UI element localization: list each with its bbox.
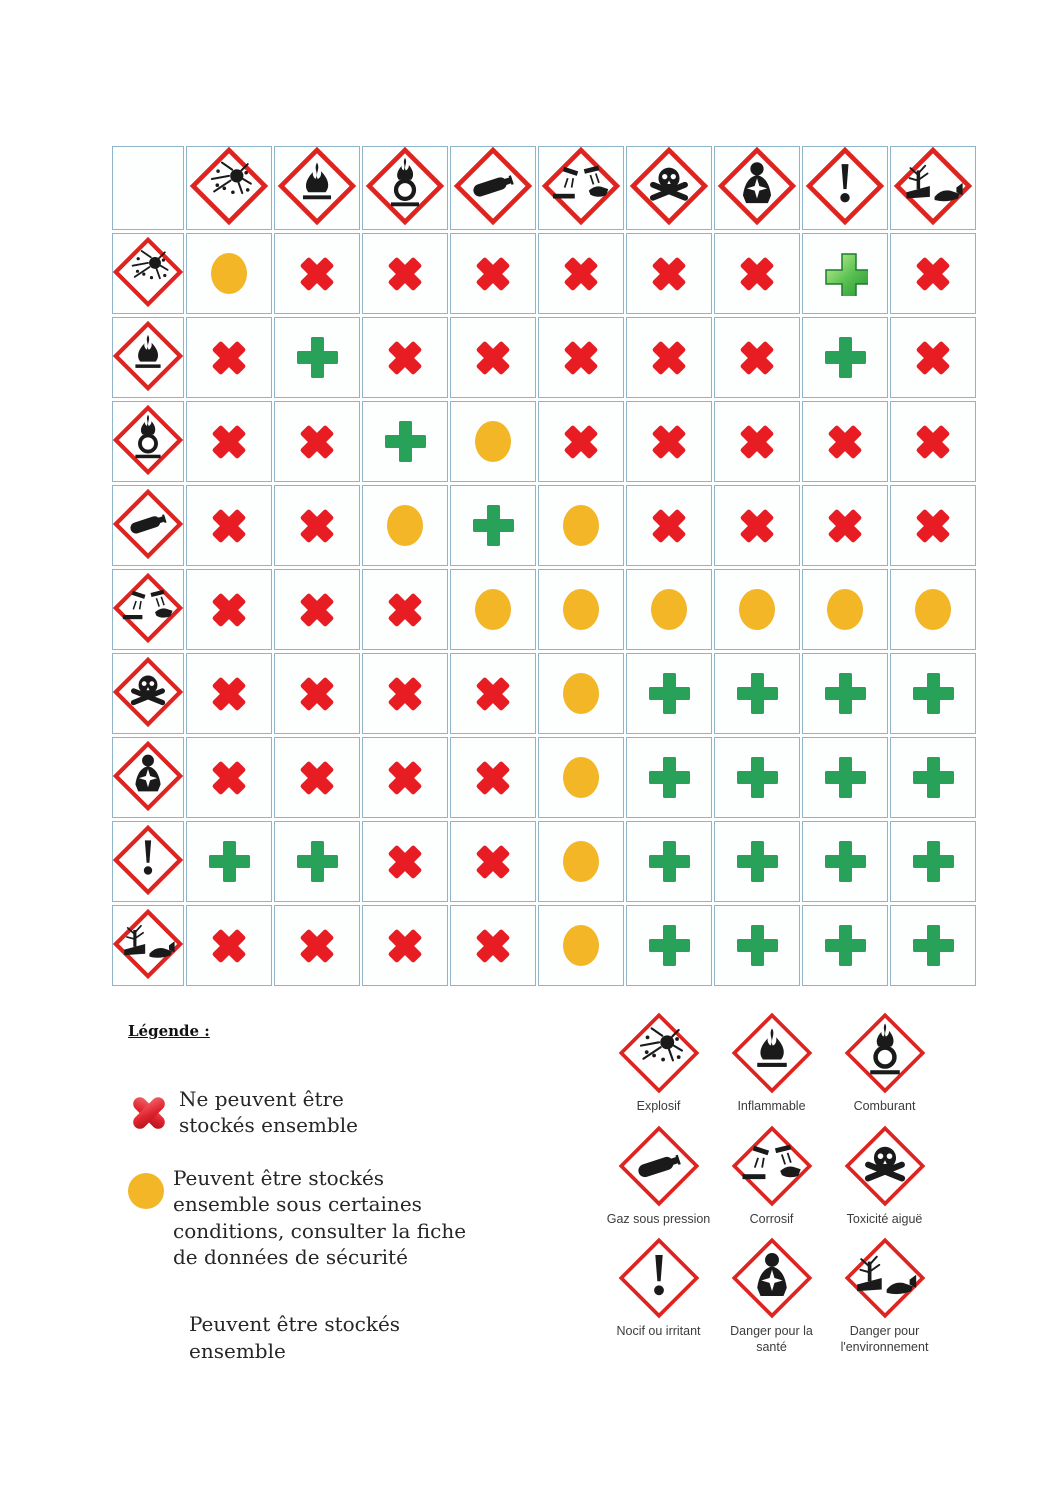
col-header-environnement [890,146,976,230]
incompatible-x-icon [298,423,336,461]
conditional-circle-icon [562,840,600,883]
cell-environnement-inflammable [274,905,360,986]
col-header-explosif [186,146,272,230]
cell-comburant-corrosif [538,401,624,482]
pictogram-label: Explosif [636,1099,681,1113]
cell-corrosif-nocif [802,569,888,650]
col-header-nocif [802,146,888,230]
conditional-circle-icon [826,588,864,631]
matrix-row-gaz [112,485,976,566]
incompatible-x-icon [298,507,336,545]
legend-item-incompatible [128,1086,488,1139]
cell-comburant-nocif [802,401,888,482]
cell-corrosif-environnement [890,569,976,650]
compatibility-matrix [110,143,978,989]
sante-pictogram-icon [718,147,796,225]
pictogram-label: Toxicité aiguë [846,1211,923,1226]
comburant-pictogram-icon [844,1012,926,1094]
incompatible-x-icon [474,759,512,797]
compatible-plus-icon [911,923,956,968]
compatible-plus-icon [911,755,956,800]
cell-gaz-environnement [890,485,976,566]
legend-item-text: Peuvent être stockés ensemble [189,1312,401,1363]
toxique-pictogram-icon [113,657,183,727]
pictogram-legend-item-gaz [602,1125,715,1228]
corrosif-pictogram-icon [731,1125,813,1207]
cell-inflammable-environnement [890,317,976,398]
pictogram-legend-item-toxique [828,1125,941,1228]
pictogram-label: Danger pour la santé [730,1324,813,1354]
comburant-pictogram-icon [113,405,183,475]
gaz-pictogram-icon [113,489,183,559]
compatible-plus-icon [823,923,868,968]
cell-environnement-sante [714,905,800,986]
legend-item-compatible [128,1298,488,1364]
cell-nocif-corrosif [538,821,624,902]
explosif-pictogram-icon [113,237,183,307]
incompatible-x-icon [210,423,248,461]
incompatible-x-icon [298,255,336,293]
environnement-pictogram-icon [894,147,972,225]
conditional-circle-icon [914,588,952,631]
cell-comburant-sante [714,401,800,482]
cell-inflammable-comburant [362,317,448,398]
nocif-pictogram-icon [618,1237,700,1319]
compatible-plus-icon [823,671,868,716]
incompatible-x-icon [298,591,336,629]
cell-comburant-environnement [890,401,976,482]
cell-toxique-explosif [186,653,272,734]
conditional-circle-icon [562,504,600,547]
conditional-circle-icon [562,588,600,631]
compatible-plus-icon [207,839,252,884]
incompatible-x-icon [386,843,424,881]
matrix-row-toxique [112,653,976,734]
incompatible-x-icon [210,675,248,713]
pictogram-legend-item-nocif [602,1237,715,1355]
legend-item-text: Ne peuvent être stockés ensemble [179,1087,358,1138]
cell-nocif-sante [714,821,800,902]
cell-corrosif-explosif [186,569,272,650]
row-header-comburant [112,401,184,482]
matrix-corner-cell [112,146,184,230]
sante-pictogram-icon [731,1237,813,1319]
cell-comburant-inflammable [274,401,360,482]
cell-sante-corrosif [538,737,624,818]
cell-toxique-comburant [362,653,448,734]
cell-sante-nocif [802,737,888,818]
compatible-plus-icon [647,923,692,968]
cell-sante-inflammable [274,737,360,818]
cell-corrosif-sante [714,569,800,650]
cell-corrosif-toxique [626,569,712,650]
incompatible-x-icon [914,507,952,545]
cell-toxique-environnement [890,653,976,734]
incompatible-x-icon [386,255,424,293]
cell-environnement-comburant [362,905,448,986]
matrix-row-comburant [112,401,976,482]
conditional-circle-icon [738,588,776,631]
conditional-circle-icon [562,756,600,799]
pictogram-label: Comburant [853,1099,916,1113]
cell-gaz-sante [714,485,800,566]
incompatible-x-icon [650,339,688,377]
pictogram-legend-item-corrosif [715,1125,828,1228]
cell-corrosif-comburant [362,569,448,650]
cell-gaz-nocif [802,485,888,566]
incompatible-x-icon [738,507,776,545]
cell-inflammable-sante [714,317,800,398]
compatible-plus-icon [128,1298,180,1350]
col-header-comburant [362,146,448,230]
environnement-pictogram-icon [844,1237,926,1319]
cell-explosif-comburant [362,233,448,314]
gaz-pictogram-icon [454,147,532,225]
pictogram-legend-item-explosif [602,1012,715,1115]
environnement-pictogram-icon [113,909,183,979]
cell-nocif-toxique [626,821,712,902]
inflammable-pictogram-icon [278,147,356,225]
col-header-inflammable [274,146,360,230]
incompatible-x-icon [210,927,248,965]
explosif-pictogram-icon [190,147,268,225]
cell-environnement-explosif [186,905,272,986]
pictogram-legend-item-environnement [828,1237,941,1355]
conditional-circle-icon [562,672,600,715]
cell-explosif-inflammable [274,233,360,314]
toxique-pictogram-icon [630,147,708,225]
cell-inflammable-toxique [626,317,712,398]
legend-section [128,1022,488,1364]
cell-corrosif-inflammable [274,569,360,650]
compatible-plus-icon [823,335,868,380]
row-header-explosif [112,233,184,314]
sante-pictogram-icon [113,741,183,811]
cell-sante-gaz [450,737,536,818]
incompatible-x-icon [474,843,512,881]
incompatible-x-icon [914,339,952,377]
incompatible-x-icon [562,339,600,377]
conditional-circle-icon [210,252,248,295]
incompatible-x-icon [474,927,512,965]
inflammable-pictogram-icon [731,1012,813,1094]
legend-item-text: Peuvent être stockés ensemble sous certaines conditions, consulter la fiche de données de sécurité [173,1165,467,1269]
matrix-row-environnement [112,905,976,986]
legend-title: Légende : [128,1022,210,1040]
cell-gaz-explosif [186,485,272,566]
cell-comburant-gaz [450,401,536,482]
matrix-row-nocif [112,821,976,902]
nocif-pictogram-icon [806,147,884,225]
cell-nocif-environnement [890,821,976,902]
incompatible-x-icon [826,507,864,545]
cell-gaz-toxique [626,485,712,566]
cell-toxique-corrosif [538,653,624,734]
conditional-circle-icon [128,1173,164,1209]
row-header-gaz [112,485,184,566]
inflammable-pictogram-icon [113,321,183,391]
cell-inflammable-corrosif [538,317,624,398]
pictogram-label: Gaz sous pression [606,1211,711,1226]
col-header-corrosif [538,146,624,230]
incompatible-x-icon [298,927,336,965]
cell-explosif-gaz [450,233,536,314]
row-header-environnement [112,905,184,986]
cell-gaz-gaz [450,485,536,566]
compatible-plus-icon [647,755,692,800]
conditional-circle-icon [650,588,688,631]
comburant-pictogram-icon [366,147,444,225]
compatible-plus-icon [295,335,340,380]
gaz-pictogram-icon [618,1125,700,1207]
incompatible-x-icon [298,675,336,713]
compatible-plus-icon [735,755,780,800]
cell-comburant-toxique [626,401,712,482]
compatible-plus-icon [823,755,868,800]
cell-environnement-toxique [626,905,712,986]
cell-toxique-inflammable [274,653,360,734]
cell-environnement-nocif [802,905,888,986]
cell-toxique-sante [714,653,800,734]
incompatible-x-icon [914,423,952,461]
incompatible-cross-icon [128,1092,170,1134]
incompatible-x-icon [210,759,248,797]
cell-comburant-explosif [186,401,272,482]
compatible-plus-icon [911,671,956,716]
row-header-toxique [112,653,184,734]
cell-environnement-environnement [890,905,976,986]
incompatible-x-icon [386,675,424,713]
incompatible-x-icon [650,423,688,461]
legend-item-conditional [128,1165,488,1271]
matrix-row-corrosif [112,569,976,650]
conditional-circle-icon [562,924,600,967]
incompatible-x-icon [738,255,776,293]
incompatible-x-icon [386,927,424,965]
cell-explosif-sante [714,233,800,314]
incompatible-x-icon [210,507,248,545]
row-header-sante [112,737,184,818]
compatible-plus-icon [735,839,780,884]
incompatible-x-icon [474,255,512,293]
cell-nocif-comburant [362,821,448,902]
pictogram-label: Danger pour l'environnement [840,1324,929,1354]
compatible-plus-icon [647,671,692,716]
compatible-plus-icon [823,251,868,296]
compatible-plus-icon [735,671,780,716]
incompatible-x-icon [386,591,424,629]
compatible-plus-icon [823,839,868,884]
nocif-pictogram-icon [113,825,183,895]
cell-nocif-nocif [802,821,888,902]
conditional-circle-icon [474,420,512,463]
pictogram-legend [602,1012,947,1356]
cell-environnement-gaz [450,905,536,986]
incompatible-x-icon [474,675,512,713]
incompatible-x-icon [562,423,600,461]
cell-corrosif-corrosif [538,569,624,650]
cell-corrosif-gaz [450,569,536,650]
cell-gaz-corrosif [538,485,624,566]
compatible-plus-icon [383,419,428,464]
cell-toxique-gaz [450,653,536,734]
cell-sante-comburant [362,737,448,818]
incompatible-x-icon [738,339,776,377]
cell-toxique-toxique [626,653,712,734]
cell-explosif-explosif [186,233,272,314]
cell-inflammable-explosif [186,317,272,398]
cell-nocif-explosif [186,821,272,902]
col-header-gaz [450,146,536,230]
row-header-corrosif [112,569,184,650]
conditional-circle-icon [386,504,424,547]
cell-sante-sante [714,737,800,818]
incompatible-x-icon [826,423,864,461]
incompatible-x-icon [914,255,952,293]
matrix-row-sante [112,737,976,818]
cell-inflammable-inflammable [274,317,360,398]
corrosif-pictogram-icon [113,573,183,643]
row-header-nocif [112,821,184,902]
toxique-pictogram-icon [844,1125,926,1207]
compatible-plus-icon [471,503,516,548]
cell-inflammable-gaz [450,317,536,398]
pictogram-legend-item-inflammable [715,1012,828,1115]
cell-sante-environnement [890,737,976,818]
incompatible-x-icon [650,255,688,293]
cell-toxique-nocif [802,653,888,734]
cell-nocif-gaz [450,821,536,902]
incompatible-x-icon [210,339,248,377]
cell-explosif-environnement [890,233,976,314]
incompatible-x-icon [738,423,776,461]
pictogram-legend-item-comburant [828,1012,941,1115]
explosif-pictogram-icon [618,1012,700,1094]
pictogram-label: Nocif ou irritant [616,1324,701,1339]
pictogram-label: Inflammable [737,1099,806,1113]
incompatible-x-icon [650,507,688,545]
col-header-toxique [626,146,712,230]
compatible-plus-icon [647,839,692,884]
incompatible-x-icon [474,339,512,377]
incompatible-x-icon [210,591,248,629]
incompatible-x-icon [386,759,424,797]
cell-gaz-inflammable [274,485,360,566]
pictogram-label: Corrosif [749,1211,794,1226]
cell-sante-explosif [186,737,272,818]
cell-environnement-corrosif [538,905,624,986]
cell-explosif-toxique [626,233,712,314]
cell-explosif-corrosif [538,233,624,314]
compatible-plus-icon [735,923,780,968]
incompatible-x-icon [386,339,424,377]
pictogram-legend-item-sante [715,1237,828,1355]
cell-sante-toxique [626,737,712,818]
incompatible-x-icon [562,255,600,293]
row-header-inflammable [112,317,184,398]
corrosif-pictogram-icon [542,147,620,225]
col-header-sante [714,146,800,230]
cell-gaz-comburant [362,485,448,566]
cell-explosif-nocif [802,233,888,314]
matrix-row-inflammable [112,317,976,398]
cell-comburant-comburant [362,401,448,482]
matrix-header-row [112,146,976,230]
cell-inflammable-nocif [802,317,888,398]
matrix-row-explosif [112,233,976,314]
incompatible-x-icon [298,759,336,797]
compatible-plus-icon [295,839,340,884]
conditional-circle-icon [474,588,512,631]
compatible-plus-icon [911,839,956,884]
cell-nocif-inflammable [274,821,360,902]
